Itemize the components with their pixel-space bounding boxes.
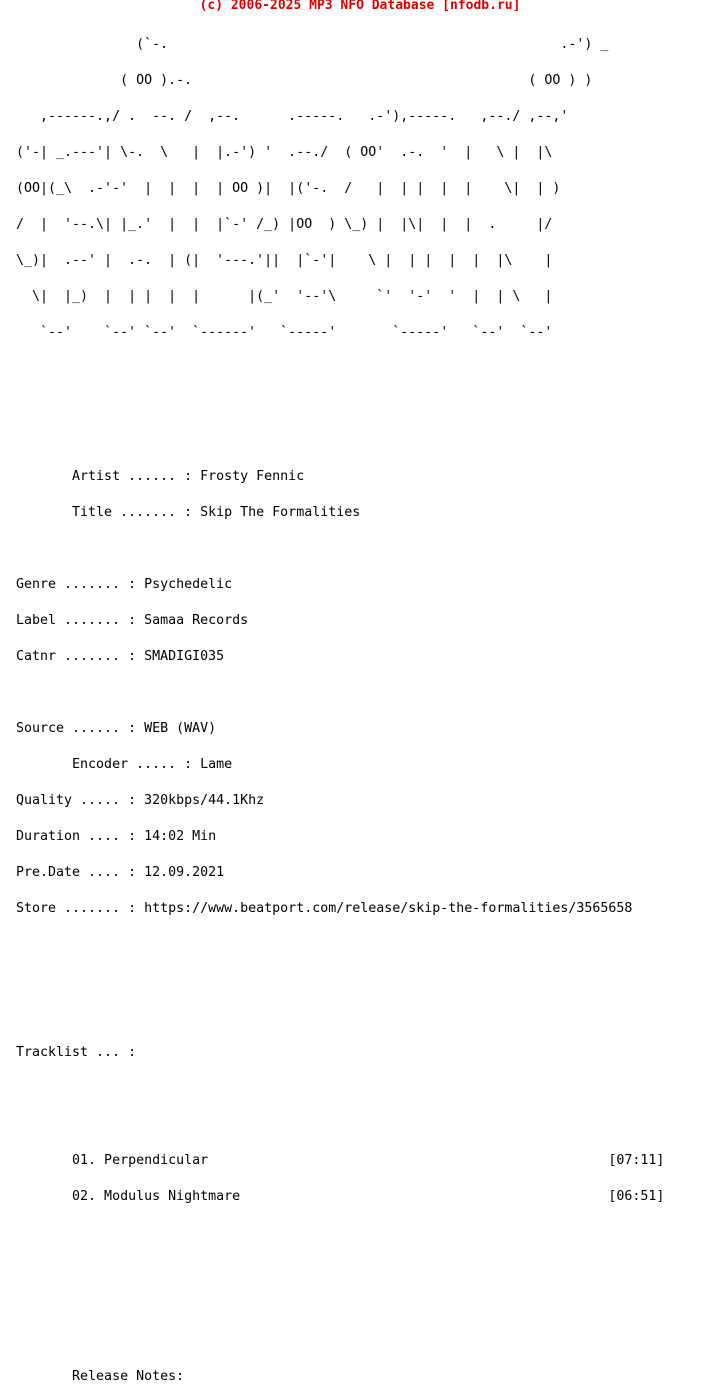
blank-line bbox=[16, 939, 664, 951]
blank-line bbox=[16, 1227, 664, 1239]
nfodb-copyright-header: (c) 2006-2025 MP3 NFO Database [nfodb.ru] bbox=[199, 0, 521, 13]
track-line: 02. Modulus Nightmare [06:51] bbox=[16, 1189, 665, 1204]
logo-line: ,------.,/ . --. / ,--. .-----. .-'),-----. ,--./ ,--,' bbox=[16, 109, 569, 124]
logo-line: (`-. .-') _ bbox=[16, 37, 609, 52]
blank-line bbox=[16, 1263, 664, 1275]
blank-line bbox=[16, 543, 664, 555]
artist-line: Artist ...... : Frosty Fennic bbox=[16, 469, 305, 484]
blank-line bbox=[16, 435, 664, 447]
genre-line: Genre ....... : Psychedelic bbox=[16, 577, 233, 592]
blank-line bbox=[16, 1299, 664, 1311]
blank-line bbox=[16, 1119, 664, 1131]
blank-line bbox=[16, 1083, 664, 1095]
logo-line: (OO|(_\ .-'-' | | | | OO )| |('-. / | | | | | \| | ) bbox=[16, 181, 561, 196]
blank-line bbox=[16, 1011, 664, 1023]
quality-line: Quality ..... : 320kbps/44.1Khz bbox=[16, 793, 265, 808]
store-line: Store ....... : https://www.beatport.com/release/skip-the-formalities/3565658 bbox=[16, 901, 633, 916]
catnr-line: Catnr ....... : SMADIGI035 bbox=[16, 649, 225, 664]
release-notes-heading: Release Notes: bbox=[16, 1369, 185, 1384]
logo-line: \| |_) | | | | | |(_' '--'\ `' '-' ' | | \ | bbox=[16, 289, 553, 304]
blank-line bbox=[16, 687, 664, 699]
predate-line: Pre.Date .... : 12.09.2021 bbox=[16, 865, 225, 880]
encoder-line: Encoder ..... : Lame bbox=[16, 757, 233, 772]
logo-line: ( OO ).-. ( OO ) ) bbox=[16, 73, 593, 88]
track-line: 01. Perpendicular [07:11] bbox=[16, 1153, 665, 1168]
blank-line bbox=[16, 399, 664, 411]
label-line: Label ....... : Samaa Records bbox=[16, 613, 249, 628]
blank-line bbox=[16, 363, 664, 375]
blank-line bbox=[16, 1335, 664, 1347]
logo-line: ('-| _.---'| \-. \ | |.-') ' .--./ ( OO' .-. ' | \ | |\ bbox=[16, 145, 553, 160]
source-line: Source ...... : WEB (WAV) bbox=[16, 721, 217, 736]
title-line: Title ....... : Skip The Formalities bbox=[16, 505, 361, 520]
nfo-document bbox=[16, 15, 664, 1395]
logo-line: `--' `--' `--' `------' `-----' `-----' `--' `--' bbox=[16, 325, 553, 340]
logo-line: \_)| .--' | .-. | (| '---.'|| |`-'| \ | | | | | |\ | bbox=[16, 253, 553, 268]
blank-line bbox=[16, 975, 664, 987]
tracklist-heading: Tracklist ... : bbox=[16, 1045, 137, 1060]
duration-line: Duration .... : 14:02 Min bbox=[16, 829, 217, 844]
logo-line: / | '--.\| |_.' | | |`-' /_) |OO ) \_) | |\| | | . |/ bbox=[16, 217, 553, 232]
